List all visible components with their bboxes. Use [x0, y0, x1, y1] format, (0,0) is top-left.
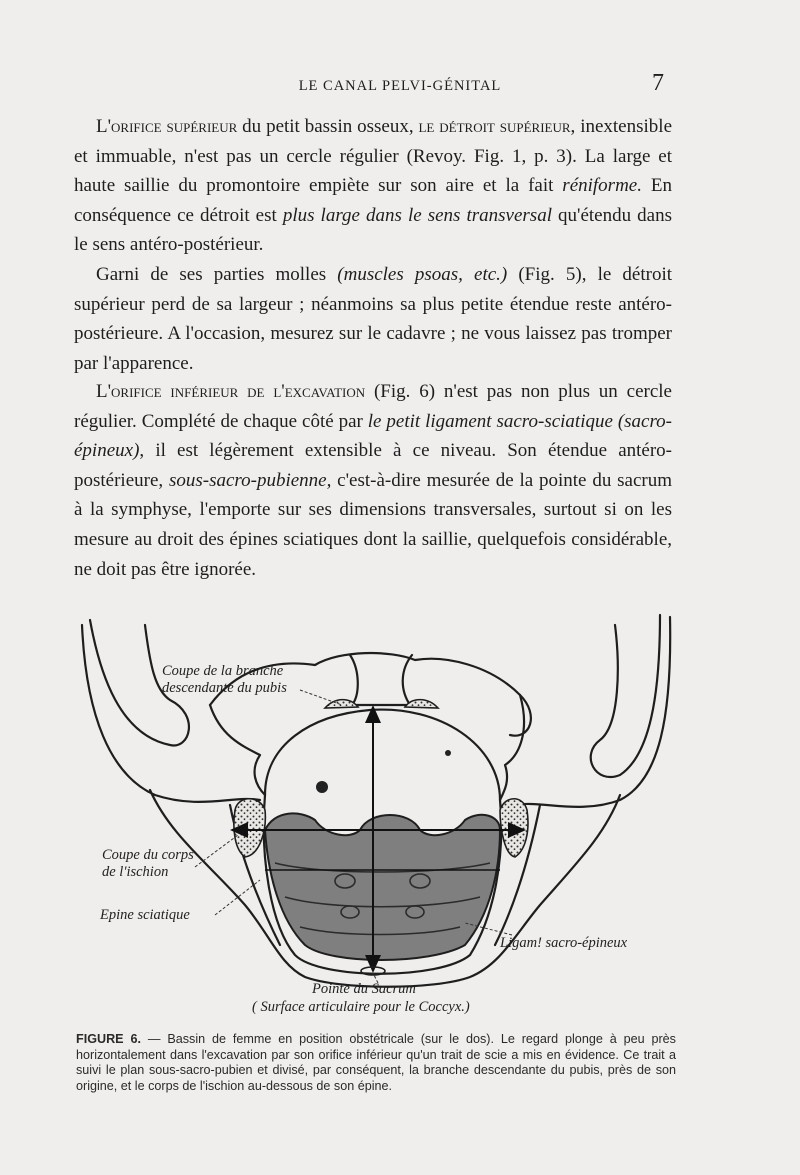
text-block-1	[74, 112, 672, 378]
page-number: 7	[652, 70, 664, 96]
label-ischion-line-1: Coupe du corps	[102, 847, 194, 863]
paragraph-3-text-2: , il est légèrement extensible à ce niveau. Son étendue antéro-postérieure,	[74, 440, 672, 491]
right-iliac-outline	[591, 615, 660, 777]
right-thigh-outline	[515, 617, 670, 807]
paragraph-3-text-3: c'est-à-dire mesurée de la pointe du sacrum à la symphyse, l'emporte sur ses dimensions transversales, surtout si on les mesure au droit des épines sciatiques dont la saillie, quelquefois considérable, ne doit pas être ignorée.	[74, 469, 673, 580]
paragraph-1-text-1: du petit bassin osseux,	[237, 116, 419, 137]
paragraph-1-caps: le détroit supérieur	[418, 116, 571, 137]
caption-text: — Bassin de femme en position obstétricale (sur le dos). Le regard plonge à peu près horizontalement dans l'excavation par son orifice inférieur qu'un trait de scie a mis en évidence. Ce trait a suivi le plan sous-sacro-pubien et divisé, par conséquent, la branche descendante du pubis, près de son origine, et le corps de l'ischion au-dessous de son épine.	[76, 1032, 676, 1093]
paragraph-1-text-4: qu'étendu dans le sens antéro-postérieur.	[74, 204, 672, 256]
paragraph-3-lead: L'orifice inférieur de l'excavation	[96, 381, 366, 402]
label-sacrum-line-2: ( Surface articulaire pour le Coccyx.)	[252, 999, 470, 1015]
text-block-2	[74, 377, 672, 584]
label-sacrum-line-1: Pointe du Sacrum	[312, 981, 416, 997]
paragraph-2-italic-1: (muscles psoas, etc.)	[337, 263, 508, 285]
pelvis-figure	[60, 605, 750, 1025]
paragraph-1-italic-2: plus large dans le sens transversal	[282, 204, 552, 226]
label-pubis	[162, 663, 287, 697]
paragraph-2-text-1: Garni de ses parties molles	[96, 263, 338, 285]
paragraph-2	[74, 260, 672, 378]
label-pubis-line-1: Coupe de la branche	[162, 663, 284, 679]
paragraph-3-text-1: (Fig. 6) n'est pas non plus un cercle régulier. Complété de chaque côté par	[74, 381, 672, 432]
running-title: LE CANAL PELVI-GÉNITAL	[298, 78, 502, 94]
label-ischion	[102, 847, 194, 881]
paragraph-1-text-2: , inextensible et immuable, n'est pas un cercle régulier (Revoy. Fig. 1, p. 3). La large et haute saillie du promontoire empiète sur son aire et la fait	[74, 116, 672, 197]
paragraph-1-lead: L'orifice supérieur	[96, 116, 238, 137]
ischium-section-right	[500, 799, 528, 857]
label-ligament: Ligam! sacro-épineux	[500, 935, 628, 951]
sacrum-shape	[265, 813, 500, 960]
label-ischion-line-2: de l'ischion	[102, 864, 169, 880]
left-thigh-outline	[82, 625, 260, 802]
pubic-symphysis	[350, 655, 412, 705]
paragraph-3-italic-1: le petit ligament sacro-sciatique (sacro-épineux)	[74, 410, 672, 462]
paragraph-3-italic-2: sous-sacro-pubienne,	[168, 469, 332, 491]
label-epine: Epine sciatique	[100, 907, 190, 923]
paragraph-1	[74, 112, 672, 260]
figure-caption	[76, 1032, 676, 1094]
ischium-section-left	[234, 799, 265, 857]
paragraph-3	[74, 377, 672, 584]
paragraph-1-italic-1: réniforme.	[562, 175, 642, 197]
label-pubis-line-2: descendante du pubis	[162, 680, 287, 696]
caption-figure-number: FIGURE 6.	[76, 1032, 141, 1046]
pubis-section-right	[405, 700, 438, 708]
paragraph-1-text-3: En conséquence ce détroit est	[74, 175, 672, 226]
paragraph-2-text-2: (Fig. 5), le détroit supérieur perd de sa largeur ; néanmoins sa plus petite étendue reste antéro-postérieure. A l'occasion, mesurez sur le cadavre ; ne vous laissez pas tromper par l'apparence.	[74, 263, 672, 374]
